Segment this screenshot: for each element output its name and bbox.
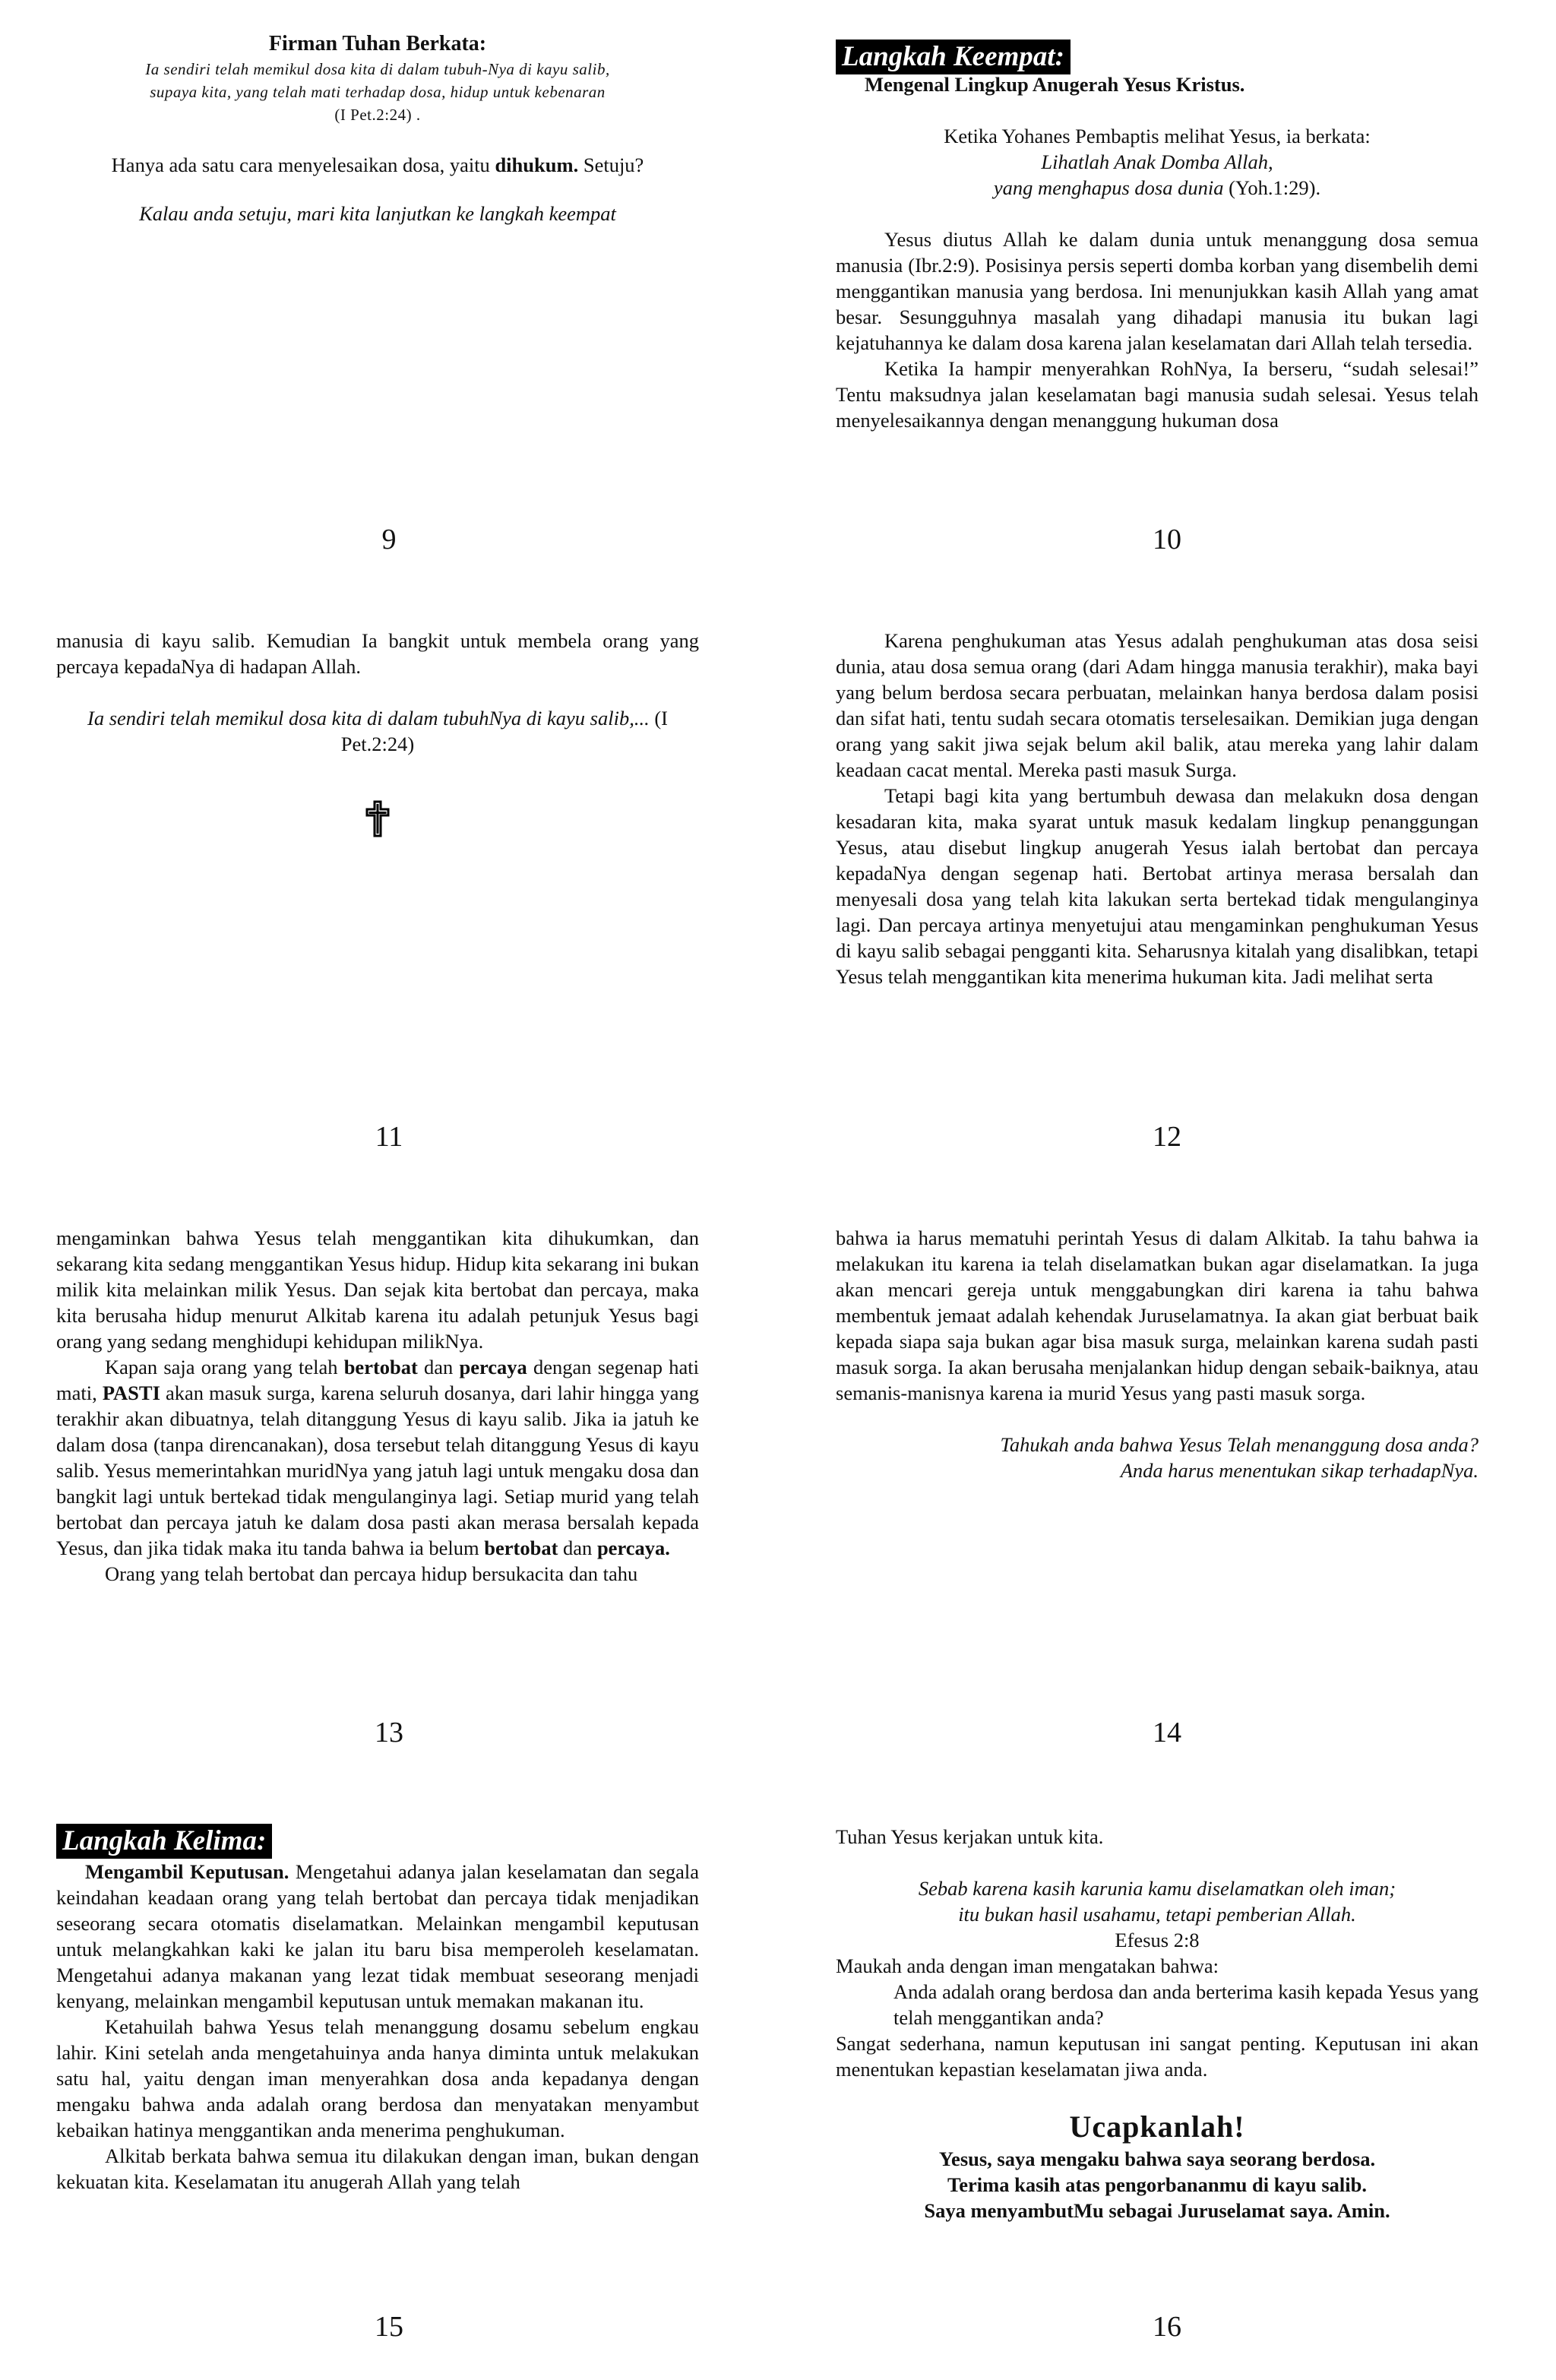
- ephesians-verse-2: itu bukan hasil usahamu, tetapi pemberian Allah.: [958, 1903, 1356, 1926]
- prayer-line-1: Yesus, saya mengaku bahwa saya seorang berdosa.: [938, 2147, 1376, 2170]
- page-number-16: 16: [1153, 2311, 1181, 2343]
- page-10: [836, 40, 1479, 433]
- page-number-12: 12: [1153, 1121, 1181, 1153]
- page-11: [56, 628, 699, 839]
- baptist-quote-1: Lihatlah Anak Domba Allah,: [1041, 150, 1273, 173]
- page-15: [56, 1824, 699, 2195]
- firman-title: Firman Tuhan Berkata:: [268, 32, 487, 55]
- ephesians-ref: Efesus 2:8: [1115, 1929, 1200, 1951]
- page-number-11: 11: [375, 1121, 403, 1153]
- paragraph: Kapan saja orang yang telah bertobat dan percaya dengan segenap hati mati, PASTI akan masuk surga, karena seluruh dosanya, dari lahir hingga yang terakhir akan dibuatnya, telah ditanggung Yesus di kayu salib. Jika ia jatuh ke dalam dosa (tanpa direncanakan), dosa tersebut telah ditanggung Yesus di kayu salib. Yesus memerintahkan muridNya yang jatuh lagi untuk mengaku dosa dan bangkit lagi untuk bertekad tidak mengulanginya lagi. Setiap murid yang telah bertobat dan percaya jatuh ke dalam dosa pasti akan merasa bersalah kepada Yesus, dan jika tidak maka itu tanda bahwa ia belum bertobat dan percaya.: [56, 1356, 699, 1559]
- verse-line-2: supaya kita, yang telah mati terhadap dosa, hidup untuk kebenaran: [150, 83, 606, 101]
- page-9: [56, 30, 699, 226]
- page-number-9: 9: [381, 524, 397, 555]
- ask-line: Maukah anda dengan iman mengatakan bahwa:: [836, 1954, 1219, 1977]
- ask-indent: Anda adalah orang berdosa dan anda berterima kasih kepada Yesus yang telah menggantikan anda?: [893, 1980, 1479, 2029]
- say-heading: Ucapkanlah!: [1069, 2109, 1245, 2144]
- page-12: [836, 628, 1479, 989]
- paragraph: manusia di kayu salib. Kemudian Ia bangkit untuk membela orang yang percaya kepadaNya di hadapan Allah.: [56, 629, 699, 678]
- paragraph: Ketahuilah bahwa Yesus telah menanggung dosamu sebelum engkau lahir. Kini setelah anda mengetahuinya anda hanya diminta untuk melakukan satu hal, yaitu dengan iman menyerahkan dosa anda kepadanya dengan mengaku bahwa anda adalah orang berdosa dan menyatakan menyambut kebaikan hatinya menggantikan anda menerima penghukuman.: [56, 2015, 699, 2141]
- paragraph: bahwa ia harus mematuhi perintah Yesus di dalam Alkitab. Ia tahu bahwa ia melakukan itu karena ia telah diselamatkan bukan agar diselamatkan. Ia juga akan mencari gereja untuk menggabungkan diri karena ia tahu bahwa membentuk jemaat adalah kehendak Juruselamatnya. Ia akan giat berbuat baik kepada siapa saja bukan agar bisa masuk surga, melainkan karena sudah pasti masuk sorga. Ia akan berusaha menjalankan hidup dengan sebaik-baiknya, atau semanis-manisnya karena ia murid Yesus yang pasti masuk sorga.: [836, 1226, 1479, 1404]
- paragraph: Karena penghukuman atas Yesus adalah penghukuman atas dosa seisi dunia, atau dosa semua orang (dari Adam hingga manusia terakhir), maka bayi yang belum berdosa secara perbuatan, melainkan hanya berdosa dalam posisi dan sifat hati, tentu sudah secara otomatis terselesaikan. Demikian juga dengan orang yang sakit jiwa sejak belum akil balik, atau mereka yang lahir dalam keadaan cacat mental. Mereka pasti masuk Surga.: [836, 629, 1479, 781]
- page-number-14: 14: [1153, 1717, 1181, 1749]
- paragraph: Mengambil Keputusan. Mengetahui adanya jalan keselamatan dan segala keindahan keadaan orang yang telah bertobat dan percaya tidak menjadikan seseorang secara otomatis diselamatkan. Melainkan mengambil keputusan untuk melangkahkan kaki ke jalan itu baru bisa memperoleh keselamatan. Mengetahui adanya makanan yang lezat tidak membuat seseorang menjadi kenyang, melainkan mengambil keputusan untuk memakan makanan itu.: [56, 1860, 700, 2012]
- page-number-13: 13: [375, 1717, 403, 1749]
- page-13: [56, 1225, 699, 1587]
- prayer-line-2: Terima kasih atas pengorbananmu di kayu salib.: [947, 2173, 1367, 2196]
- page-16: [836, 1824, 1479, 2223]
- step-four-header: Langkah Keempat:: [836, 40, 1071, 74]
- paragraph: Ketika Ia hampir menyerahkan RohNya, Ia berseru, “sudah selesai!” Tentu maksudnya jalan keselamatan bagi manusia sudah selesai. Yesus telah menyelesaikannya dengan menanggung hukuman dosa: [836, 357, 1479, 432]
- paragraph: Tuhan Yesus kerjakan untuk kita.: [836, 1825, 1104, 1848]
- paragraph: Yesus diutus Allah ke dalam dunia untuk menanggung dosa semua manusia (Ibr.2:9). Posisinya persis seperti domba korban yang disembelih demi menggantikan manusia yang berdosa. Ini menunjukkan kasih Allah yang amat besar. Sesungguhnya masalah yang dihadapi manusia itu bukan lagi kejatuhannya ke dalam dosa karena jalan keselamatan dari Allah telah tersedia.: [836, 228, 1479, 354]
- page-number-15: 15: [375, 2311, 403, 2343]
- baptist-quote-2: yang menghapus dosa dunia (Yoh.1:29).: [993, 176, 1321, 199]
- prayer-line-3: Saya menyambutMu sebagai Juruselamat saya. Amin.: [924, 2199, 1390, 2222]
- page-number-10: 10: [1153, 524, 1181, 555]
- question-line-2: Anda harus menentukan sikap terhadapNya.: [1120, 1459, 1479, 1482]
- ephesians-verse-1: Sebab karena kasih karunia kamu diselamatkan oleh iman;: [918, 1877, 1396, 1900]
- paragraph: Tetapi bagi kita yang bertumbuh dewasa dan melakukn dosa dengan kesadaran kita, maka syarat untuk masuk kedalam lingkup penanggungan Yesus, atau disebut lingkup anugerah Yesus ialah bertobat dan percaya kepadaNya dengan segenap hati. Bertobat artinya merasa bersalah dan menyesali dosa yang telah kita lakukan serta bertekad tidak mengulanginya lagi. Dan percaya artinya menyetujui atau mengaminkan penghukuman Yesus di kayu salib sebagai pengganti kita. Seharusnya kitalah yang disalibkan, tetapi Yesus telah menggantikan kita menerima hukuman kita. Jadi melihat serta: [836, 784, 1479, 988]
- step-four-subtitle: Mengenal Lingkup Anugerah Yesus Kristus.: [865, 73, 1245, 96]
- one-way-text: Hanya ada satu cara menyelesaikan dosa, yaitu dihukum. Setuju?: [111, 153, 644, 176]
- paragraph: Orang yang telah bertobat dan percaya hidup bersukacita dan tahu: [105, 1562, 638, 1585]
- cross-icon: [362, 799, 393, 839]
- question-line-1: Tahukah anda bahwa Yesus Telah menanggung dosa anda?: [1000, 1433, 1479, 1456]
- paragraph: Sangat sederhana, namun keputusan ini sangat penting. Keputusan ini akan menentukan kepastian keselamatan jiwa anda.: [836, 2032, 1479, 2081]
- verse-ref: (I Pet.2:24) .: [334, 106, 421, 124]
- paragraph: Alkitab berkata bahwa semua itu dilakukan dengan iman, bukan dengan kekuatan kita. Keselamatan itu anugerah Allah yang telah: [56, 2144, 699, 2193]
- step-five-header: Langkah Kelima:: [56, 1824, 272, 1859]
- verse-line-1: Ia sendiri telah memikul dosa kita di dalam tubuh-Nya di kayu salib,: [145, 60, 610, 78]
- peter-verse: Ia sendiri telah memikul dosa kita di dalam tubuhNya di kayu salib,... (I Pet.2:24): [87, 707, 668, 755]
- continue-text: Kalau anda setuju, mari kita lanjutkan ke langkah keempat: [139, 202, 616, 225]
- page-14: [836, 1225, 1479, 1483]
- baptist-intro: Ketika Yohanes Pembaptis melihat Yesus, ia berkata:: [944, 125, 1371, 147]
- paragraph: mengaminkan bahwa Yesus telah menggantikan kita dihukumkan, dan sekarang kita sedang menggantikan Yesus hidup. Hidup kita sekarang ini bukan milik kita melainkan milik Yesus. Dan sejak kita bertobat dan percaya, maka kita berusaha hidup menurut Alkitab karena itu adalah petunjuk Yesus bagi orang yang sedang menghidupi kehidupan milikNya.: [56, 1226, 699, 1353]
